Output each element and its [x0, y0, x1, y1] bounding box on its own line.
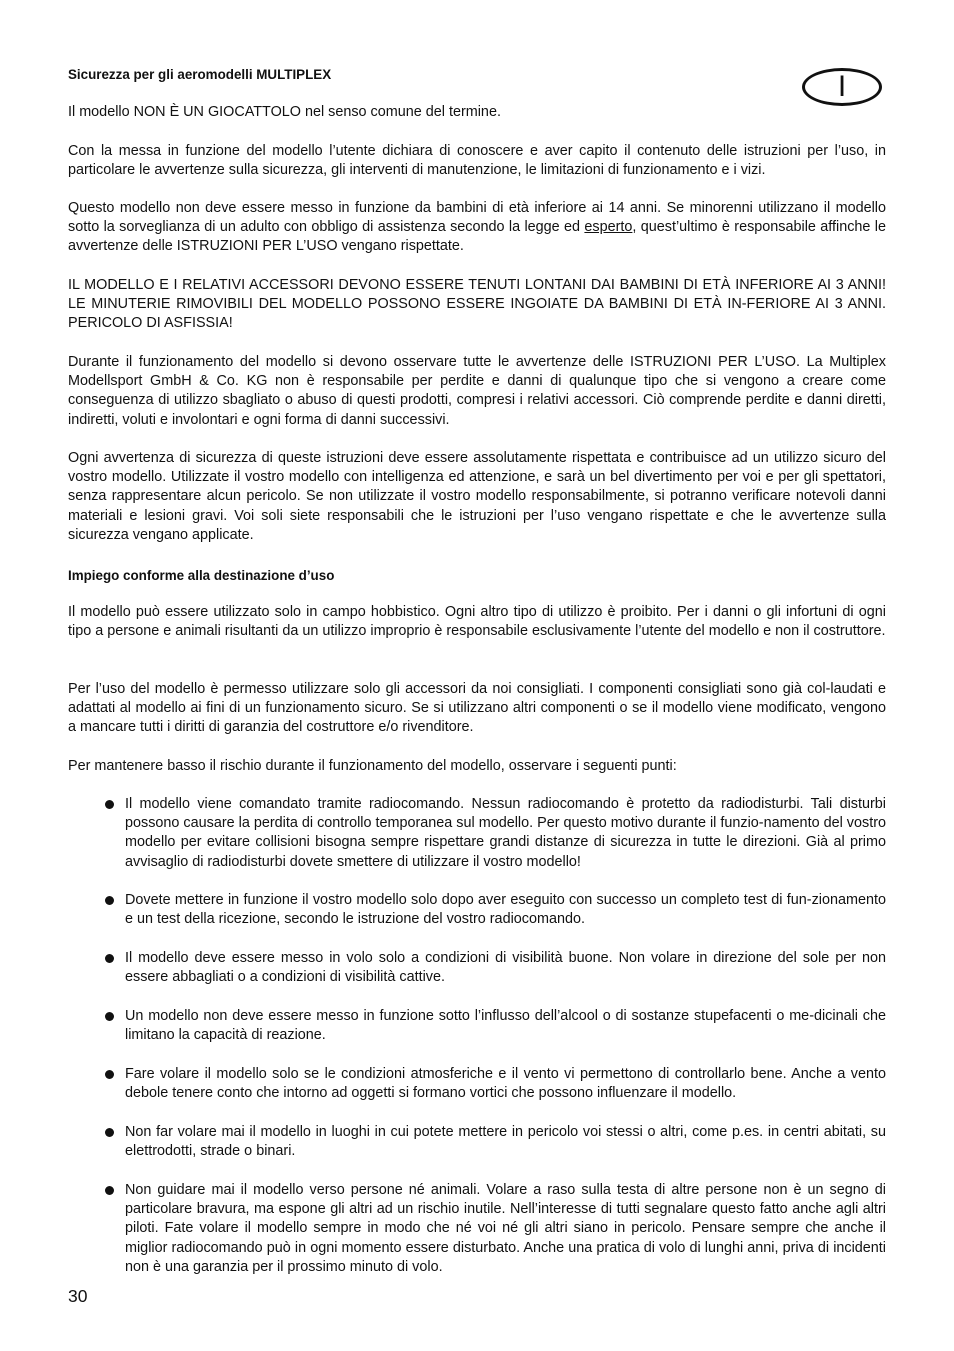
bullet-item-1: Il modello viene comandato tramite radiocomando. Nessun radiocomando è protetto da radiodisturbi. Tali disturbi possono causare la perdita di controllo temporanea sul modello. Per questo motivo durante il funzio-namento del vostro modello per evitare collisioni bisogna sempre rispettare grandi distanze di sicurezza in tutte le direzioni. Già al primo avvisaglio di radiodisturbi dovete smettere di utilizzare il vostro modello!: [125, 796, 886, 870]
safety-paragraph-3-start: Questo modello non deve essere messo in funzione da bambini di età inferiore ai 14 anni. Se minorenni utilizzano il modello sotto la sorveglianza di un adulto con obbligo di assistenza secondo la legge ed: [68, 200, 886, 236]
bullet-dot-icon: [105, 1128, 114, 1137]
page-number: 30: [68, 1286, 88, 1306]
bullet-item-5: Fare volare il modello solo se le condizioni atmosferiche e il vento vi permettono di controllarlo bene. Anche a vento debole tenere conto che intorno ad oggetti si formano vortici che possono influenzare il modello.: [125, 1066, 886, 1102]
safety-paragraph-4: IL MODELLO E I RELATIVI ACCESSORI DEVONO ESSERE TENUTI LONTANI DAI BAMBINI DI ETÀ INFERIORE AI 3 ANNI! LE MINUTERIE RIMOVIBILI DEL MODELLO POSSONO ESSERE INGOIATE DA BAMBINI DI ETÀ IN-FERIORE AI 3 ANNI. PERICOLO DI ASFISSIA!: [68, 277, 886, 332]
safety-paragraph-5: Durante il funzionamento del modello si devono osservare tutte le avvertenze delle ISTRUZIONI PER L’USO. La Multiplex Modellsport GmbH & Co. KG non è responsabile per perdite e danni di qualunque tipo che si vengono a creare come conseguenza di utilizzo sbagliato o abuso di questi prodotti, compresi i relativi accessori. Ciò comprende perdite e danni diretti, indiretti, voluti e involontari e ogni forma di danni successivi.: [68, 354, 886, 428]
use-paragraph-1: Il modello può essere utilizzato solo in campo hobbistico. Ogni altro tipo di utilizzo è proibito. Per i danni o gli infortuni di ogni tipo a persone e animali risultanti da un utilizzo improprio è responsabile esclusivamente l’utente del modello e non il costruttore.: [68, 604, 886, 640]
bullet-item-6: Non far volare mai il modello in luoghi in cui potete mettere in pericolo voi stessi o altri, come p.es. in centri abitati, su elettrodotti, strade o binari.: [125, 1124, 886, 1160]
bullet-item-3: Il modello deve essere messo in volo solo a condizioni di visibilità buone. Non volare in direzione del sole per non essere abbagliati o a condizioni di visibilità cattive.: [125, 950, 886, 986]
language-badge: [802, 68, 882, 106]
use-heading: Impiego conforme alla destinazione d’uso: [68, 568, 335, 583]
safety-paragraph-2: Con la messa in funzione del modello l’utente dichiara di conoscere e aver capito il contenuto delle istruzioni per l’uso, in particolare le avvertenze sulla sicurezza, gli interventi di manutenzione, le limitazioni di funzionamento e i vizi.: [68, 143, 886, 179]
safety-paragraph-6: Ogni avvertenza di sicurezza di queste istruzioni deve essere assolutamente rispettata e contribuisce ad un utilizzo sicuro del vostro modello. Utilizzate il vostro modello con intelligenza ed attenzione, e sarà un bel divertimento per voi e per gli spettatori, senza rappresentare alcun pericolo. Se non utilizzate il vostro modello responsabilmente, si potranno verificare notevoli danni materiali e lesioni gravi. Voi soli siete responsabili che le istruzioni per l’uso vengano rispettate e che le avvertenze sulla sicurezza vengano applicate.: [68, 450, 886, 543]
bullet-dot-icon: [105, 1012, 114, 1021]
bullet-dot-icon: [105, 954, 114, 963]
bullet-item-7: Non guidare mai il modello verso persone né animali. Volare a raso sulla testa di altre persone non è un segno di particolare bravura, ma espone gli altri ad un rischio inutile. Nell’interesse di tutti segnalare questo fatto anche agli altri piloti. Fate volare il modello sempre in modo che né voi né gli altri siano in pericolo. Pensare sempre che anche il miglior radiocomando può in ogni momento essere disturbato. Anche una pratica di volo di lunghi anni, priva di incidenti non è una garanzia per il prossimo minuto di volo.: [125, 1182, 886, 1275]
safety-paragraph-1: Il modello NON È UN GIOCATTOLO nel senso comune del termine.: [68, 104, 501, 120]
use-paragraph-2: Per l’uso del modello è permesso utilizzare solo gli accessori da noi consigliati. I componenti consigliati sono già col-laudati e adattati al modello ai fini di un funzionamento sicuro. Se si utilizzano altri componenti o se il modello viene modificato, vengono a mancare tutti i diritti di garanzia del costruttore e/o rivenditore.: [68, 681, 886, 736]
safety-paragraph-3: [68, 199, 886, 257]
bullet-item-2: Dovete mettere in funzione il vostro modello solo dopo aver eseguito con successo un completo test di fun-zionamento e un test della ricezione, secondo le istruzione del vostro radiocomando.: [125, 892, 886, 928]
bullet-dot-icon: [105, 1186, 114, 1195]
bullet-dot-icon: [105, 800, 114, 809]
safety-heading: Sicurezza per gli aeromodelli MULTIPLEX: [68, 67, 332, 82]
safety-paragraph-3-end: , quest’ultimo è responsabile affinche le avvertenze delle ISTRUZIONI PER L’USO vengano rispettate.: [68, 219, 886, 255]
bullet-dot-icon: [105, 896, 114, 905]
language-letter: I: [837, 70, 847, 103]
underlined-word: esperto: [584, 219, 633, 236]
bullet-item-4: Un modello non deve essere messo in funzione sotto l’influsso dell’alcool o di sostanze stupefacenti o me-dicinali che limitano la capacità di reazione.: [125, 1008, 886, 1044]
use-paragraph-3: Per mantenere basso il rischio durante il funzionamento del modello, osservare i seguenti punti:: [68, 758, 677, 774]
bullet-dot-icon: [105, 1070, 114, 1079]
